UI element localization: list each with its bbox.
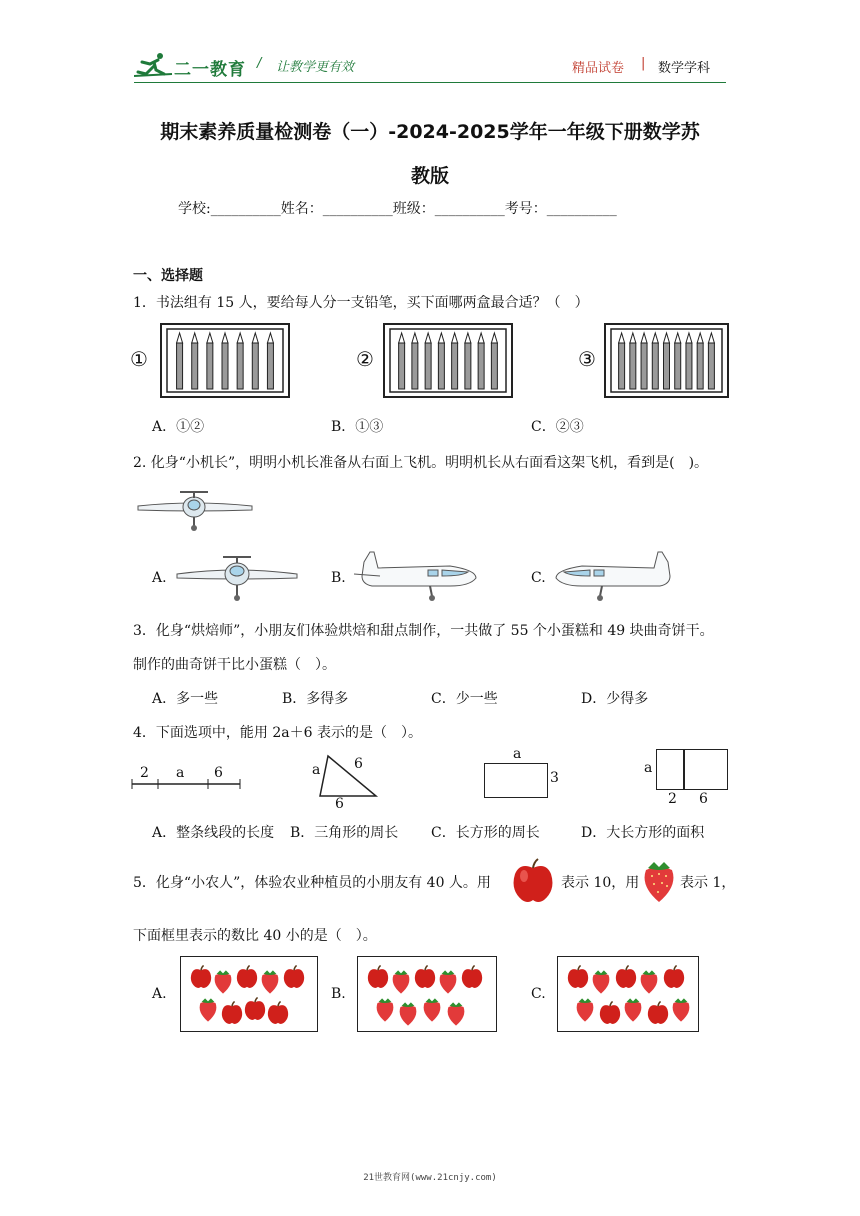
apple-icon xyxy=(266,1001,290,1029)
strawberry-icon xyxy=(374,997,396,1027)
big-rectangle-figure xyxy=(644,748,732,808)
pencil-icon xyxy=(222,333,228,389)
apple-icon xyxy=(189,965,213,993)
question-2-text: 2. 化身“小机长”，明明小机长准备从右面上飞机。明明机长从右面看这架飞机，看到是( )。 xyxy=(133,455,709,471)
header-rule xyxy=(134,82,726,83)
pencil-icon xyxy=(452,333,458,389)
pencil-icon xyxy=(465,333,471,389)
question-3-line2: 制作的曲奇饼干比小蛋糕（ ）。 xyxy=(133,657,336,673)
page-title-line1: 期末素养质量检测卷（一）-2024-2025学年一年级下册数学苏 xyxy=(160,121,700,143)
apple-icon xyxy=(220,1001,244,1029)
rectangle-figure xyxy=(482,746,562,802)
q2-option-b[interactable]: B. xyxy=(331,570,346,586)
strawberry-icon xyxy=(259,969,281,999)
rectangle-label-a: a xyxy=(513,746,522,762)
big-rectangle-label-2: 2 xyxy=(668,791,677,807)
pencil-icon xyxy=(399,333,405,389)
apple-icon xyxy=(566,965,590,993)
q4-option-c[interactable]: C．长方形的周长 xyxy=(431,825,540,841)
pencil-icon xyxy=(207,333,213,389)
pencil-icon xyxy=(619,333,625,389)
triangle-label-6-side: 6 xyxy=(354,756,363,772)
q3-option-c[interactable]: C．少一些 xyxy=(431,691,498,707)
rectangle-shape xyxy=(484,763,548,798)
pencil-box-icon xyxy=(604,323,729,398)
apple-icon xyxy=(366,965,390,993)
header xyxy=(0,0,860,90)
strawberry-icon xyxy=(445,1001,467,1031)
pencil-box-icon xyxy=(383,323,513,398)
q2-option-c[interactable]: C. xyxy=(531,570,546,586)
question-5-line1-part1: 5．化身“小农人”，体验农业种植员的小朋友有 40 人。用 xyxy=(133,875,491,891)
segment-label-2: 2 xyxy=(140,765,149,781)
segment-label-6: 6 xyxy=(214,765,223,781)
apple-icon xyxy=(413,965,437,993)
subject-label: 数学学科 xyxy=(658,61,711,76)
strawberry-icon xyxy=(197,997,219,1027)
section-title: 一、选择题 xyxy=(133,268,203,284)
pencil-icon xyxy=(641,333,647,389)
strawberry-icon xyxy=(670,997,692,1027)
student-info-line: 学校:__________姓名：__________班级：__________考号：__________ xyxy=(178,201,617,217)
big-rectangle-divider xyxy=(683,749,685,790)
fruit-box-b xyxy=(357,956,497,1032)
logo-text: 二一教育 xyxy=(174,60,246,80)
slogan: 让教学更有效 xyxy=(276,60,355,75)
q3-option-a[interactable]: A．多一些 xyxy=(152,691,219,707)
triangle-label-6-base: 6 xyxy=(335,796,344,812)
pencil-icon xyxy=(675,333,681,389)
question-5-line1-part3: 表示 1， xyxy=(680,875,736,891)
fruit-box-a xyxy=(180,956,318,1032)
pencil-icon xyxy=(252,333,258,389)
strawberry-icon xyxy=(390,969,412,999)
apple-icon xyxy=(614,965,638,993)
strawberry-icon xyxy=(437,969,459,999)
apple-icon xyxy=(662,965,686,993)
q3-option-b[interactable]: B．多得多 xyxy=(282,691,349,707)
pencil-icon xyxy=(177,333,183,389)
runner-logo-icon xyxy=(134,52,174,78)
q2-option-a[interactable]: A. xyxy=(152,570,167,586)
q5-option-b[interactable]: B. xyxy=(331,986,346,1002)
apple-icon xyxy=(243,997,267,1025)
strawberry-icon xyxy=(590,969,612,999)
line-segment-figure xyxy=(130,760,242,792)
pencil-icon xyxy=(267,333,273,389)
pencil-icon xyxy=(192,333,198,389)
triangle-figure xyxy=(312,752,382,812)
big-rectangle-shape xyxy=(656,749,728,790)
pencil-icon xyxy=(425,333,431,389)
q5-option-a[interactable]: A. xyxy=(152,986,167,1002)
apple-icon xyxy=(510,858,556,904)
pencil-icon xyxy=(652,333,658,389)
apple-icon xyxy=(646,1001,670,1029)
footer-text: 21世教育网(www.21cnjy.com) xyxy=(363,1173,497,1183)
q1-option-c[interactable]: C．②③ xyxy=(531,419,584,435)
q4-option-b[interactable]: B．三角形的周长 xyxy=(290,825,399,841)
pencil-icon xyxy=(708,333,714,389)
question-3-line1: 3．化身“烘焙师”，小朋友们体验烘焙和甜点制作，一共做了 55 个小蛋糕和 49 块曲奇饼干。 xyxy=(133,623,714,639)
question-1-text: 1．书法组有 15 人，要给每人分一支铅笔，买下面哪两盒最合适？（ ） xyxy=(133,295,589,311)
q1-option-a[interactable]: A．①② xyxy=(152,419,205,435)
rectangle-label-3: 3 xyxy=(550,770,559,786)
strawberry-icon xyxy=(640,860,678,904)
badge-label: 精品试卷 xyxy=(572,61,625,76)
header-separator: | xyxy=(641,56,646,71)
big-rectangle-label-a: a xyxy=(644,760,653,776)
pencil-icon xyxy=(478,333,484,389)
question-4-text: 4．下面选项中，能用 2a＋6 表示的是（ ）。 xyxy=(133,725,422,741)
pencil-icon xyxy=(491,333,497,389)
q3-option-d[interactable]: D．少得多 xyxy=(581,691,649,707)
pencil-icon xyxy=(438,333,444,389)
pencil-icon xyxy=(630,333,636,389)
strawberry-icon xyxy=(397,1001,419,1031)
box-label-3: ③ xyxy=(578,347,596,371)
q1-option-b[interactable]: B．①③ xyxy=(331,419,384,435)
apple-icon xyxy=(235,965,259,993)
question-5-line2: 下面框里表示的数比 40 小的是（ ）。 xyxy=(133,928,377,944)
q5-option-c[interactable]: C. xyxy=(531,986,546,1002)
fruit-box-c xyxy=(557,956,699,1032)
box-label-1: ① xyxy=(130,347,148,371)
apple-icon xyxy=(460,965,484,993)
page-title-line2: 教版 xyxy=(410,165,449,187)
pencil-icon xyxy=(697,333,703,389)
strawberry-icon xyxy=(212,969,234,999)
airplane-side-view-option-b-icon xyxy=(350,548,480,606)
airplane-front-view-icon xyxy=(136,486,254,532)
box-label-2: ② xyxy=(356,347,374,371)
triangle-shape xyxy=(318,754,382,798)
pencil-icon xyxy=(412,333,418,389)
strawberry-icon xyxy=(622,997,644,1027)
question-5-line1-part2: 表示 10，用 xyxy=(561,875,640,891)
strawberry-icon xyxy=(638,969,660,999)
airplane-front-view-option-a-icon xyxy=(175,552,300,602)
slash-divider: / xyxy=(257,56,262,71)
apple-icon xyxy=(598,1001,622,1029)
pencil-icon xyxy=(237,333,243,389)
triangle-label-a: a xyxy=(312,762,321,778)
apple-icon xyxy=(282,965,306,993)
segment-label-a: a xyxy=(176,765,185,781)
pencil-icon xyxy=(686,333,692,389)
strawberry-icon xyxy=(574,997,596,1027)
strawberry-icon xyxy=(421,997,443,1027)
pencil-icon xyxy=(664,333,670,389)
q4-option-d[interactable]: D．大长方形的面积 xyxy=(581,825,705,841)
big-rectangle-label-6: 6 xyxy=(699,791,708,807)
q4-option-a[interactable]: A．整条线段的长度 xyxy=(152,825,275,841)
airplane-side-view-option-c-icon xyxy=(552,548,682,606)
pencil-box-icon xyxy=(160,323,290,398)
